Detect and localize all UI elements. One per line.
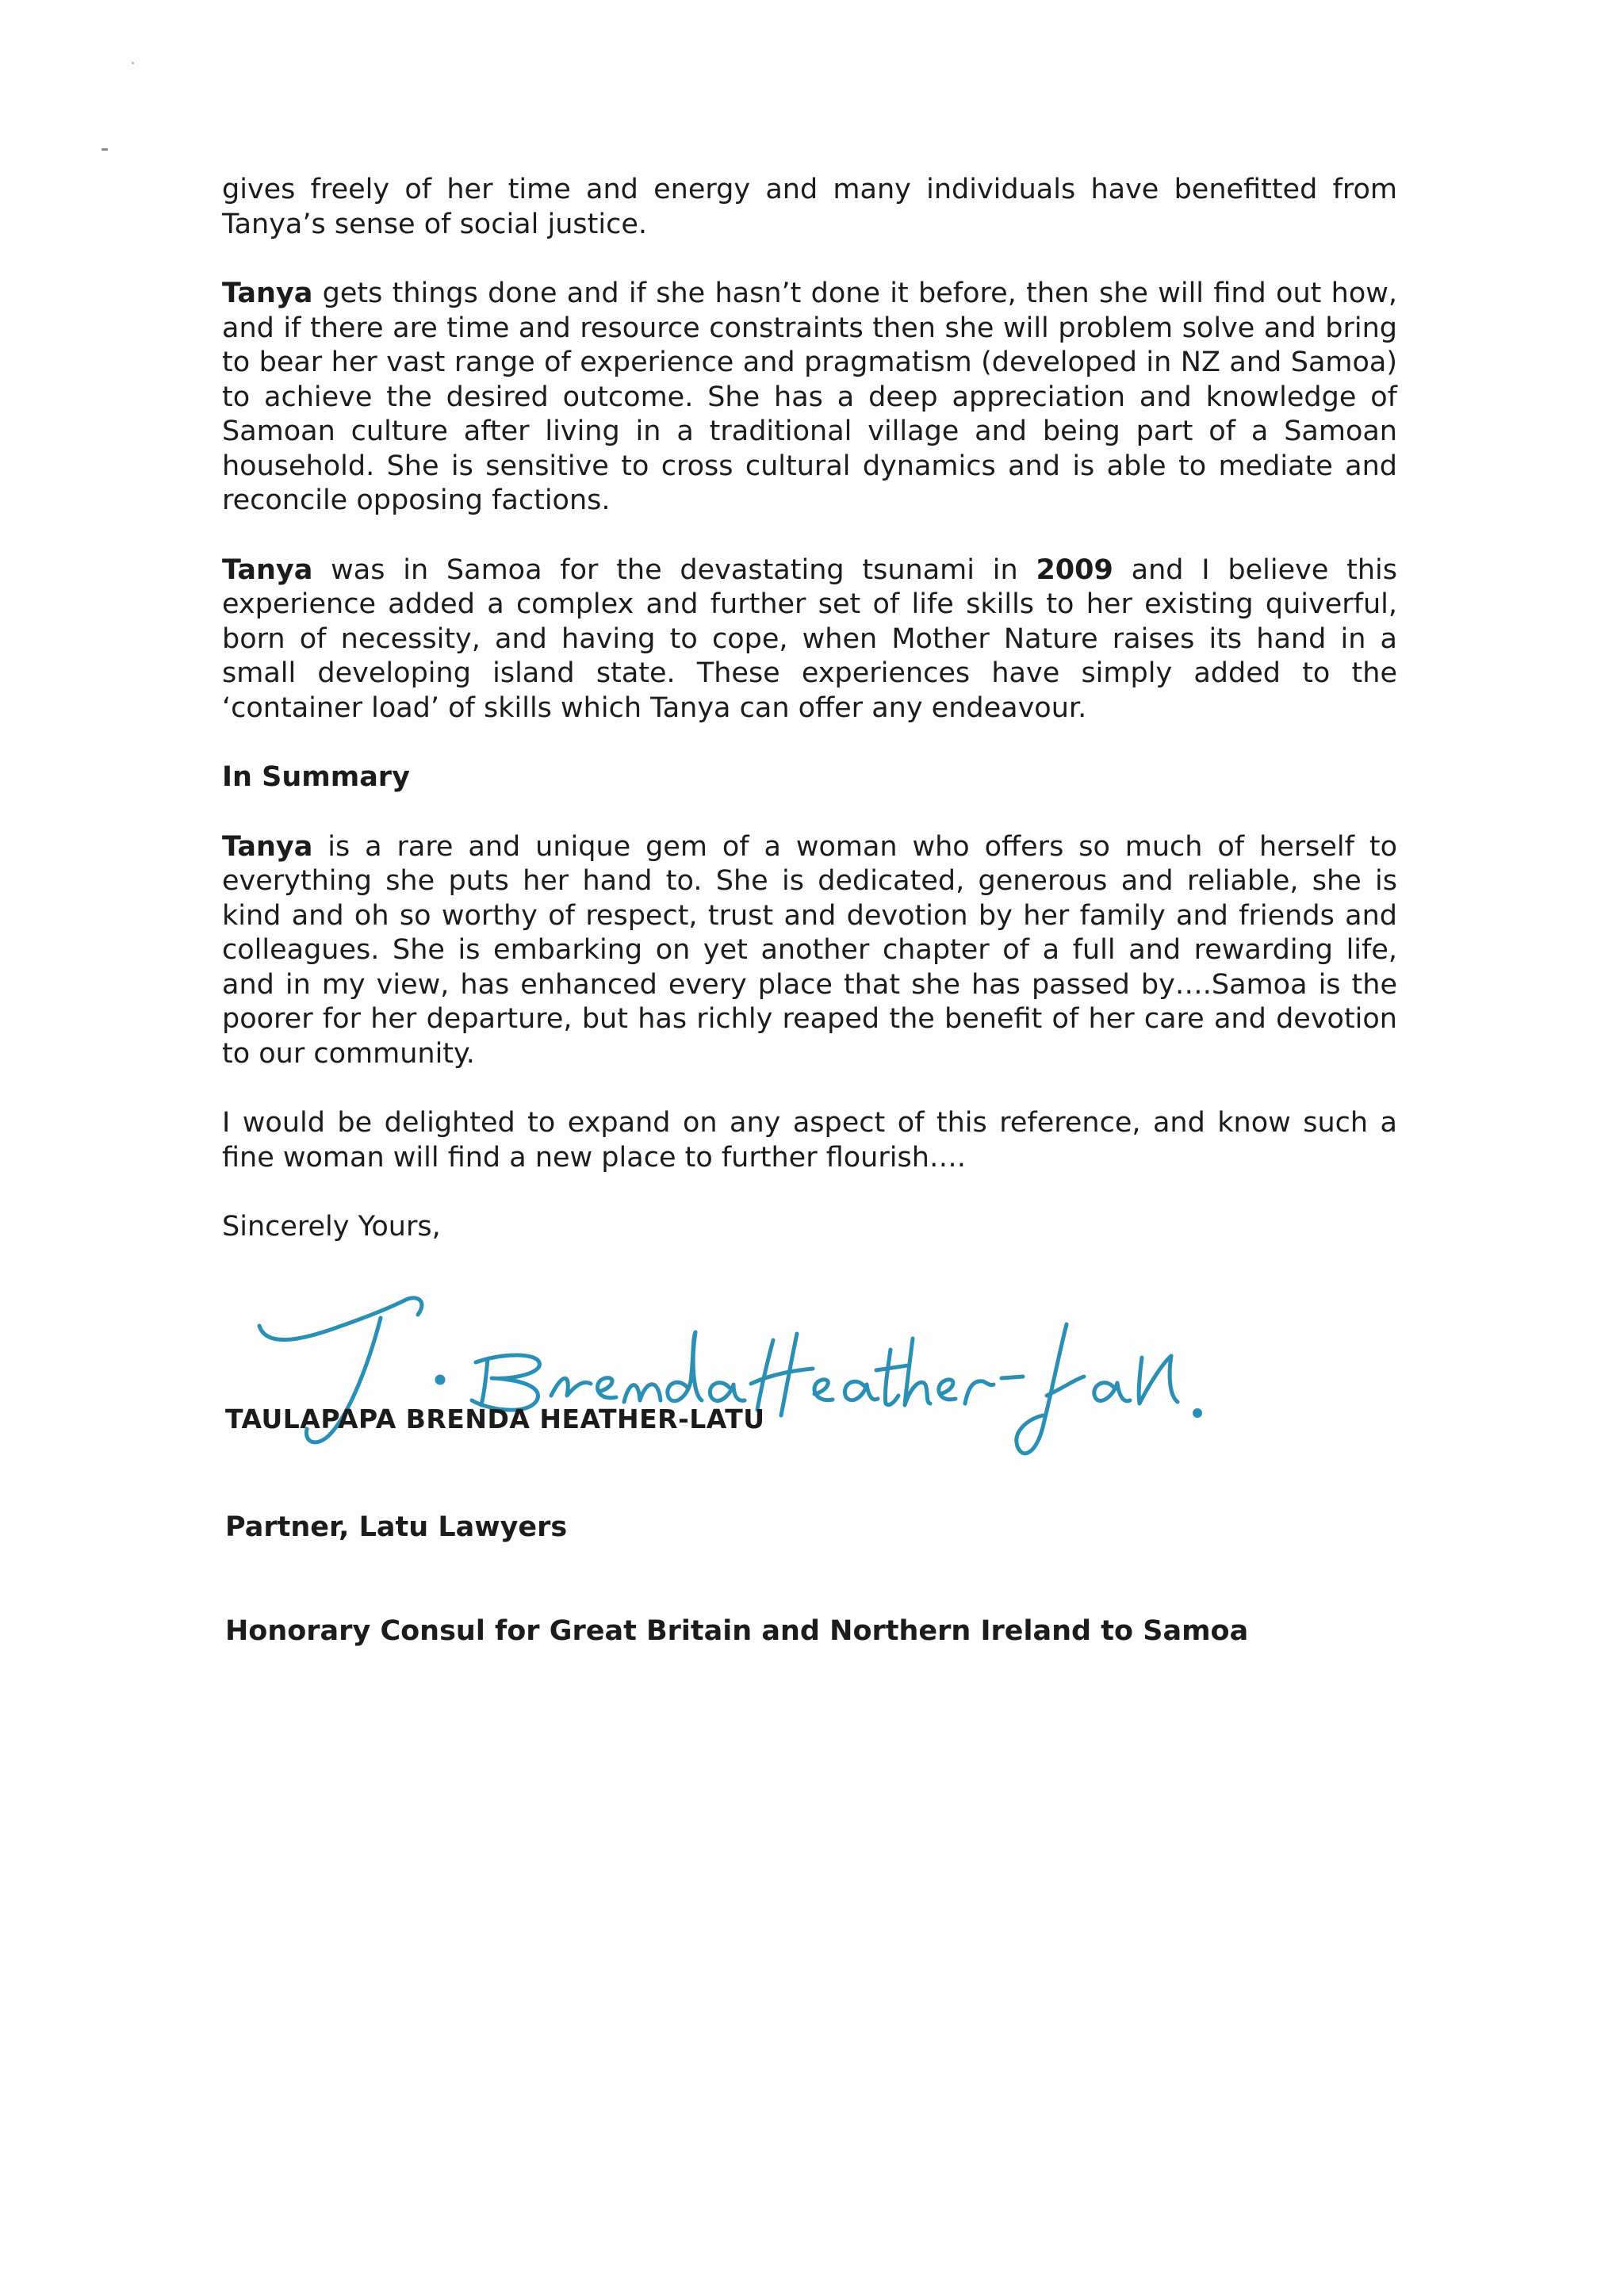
- signatory-name: TAULAPAPA BRENDA HEATHER-LATU: [225, 1404, 765, 1434]
- paragraph-5: I would be delighted to expand on any aspect of this reference, and know such a fine woman will find a new place to further flourish….: [222, 1107, 1397, 1174]
- scan-speck: [132, 62, 134, 64]
- paragraph-4-text: is a rare and unique gem of a woman who offers so much of herself to everything she puts her hand to. She is dedicated, generous and reliable, she is kind and oh so worthy of respect, trust and devotion by her family and friends and colleagues. She is embarking on yet another chapter of a full and rewarding life, and in my view, has enhanced every place that she has passed by….Samoa is the poorer for her departure, but has richly reaped the benefit of her care and devotion to our community.: [222, 830, 1397, 1070]
- closing-salutation: Sincerely Yours,: [222, 1211, 441, 1243]
- subject-name: Tanya: [222, 830, 313, 863]
- paragraph-3-text-b: and I believe this experience added a complex and further set of life skills to her existing quiverful, born of necessity, and having to cope, when Mother Nature raises its hand in a small developing island state. These experiences have simply added to the ‘container load’ of skills which Tanya can offer any endeavour.: [222, 553, 1397, 724]
- letter-body: [222, 173, 1397, 1245]
- paragraph-2: [222, 277, 1397, 519]
- subject-name: Tanya: [222, 553, 313, 586]
- paragraph-2-text: gets things done and if she hasn’t done it before, then she will find out how, and if there are time and resource constraints then she will problem solve and bring to bear her vast range of experience and pragmatism (developed in NZ and Samoa) to achieve the desired outcome. She has a deep appreciation and knowledge of Samoan culture after living in a traditional village and being part of a Samoan household. She is sensitive to cross cultural dynamics and is able to mediate and reconcile opposing factions.: [222, 278, 1397, 516]
- paragraph-3-text-a: was in Samoa for the devastating tsunami in: [312, 553, 1036, 586]
- paragraph-4: [222, 830, 1397, 1072]
- scan-mark: [102, 148, 108, 151]
- signatory-title: Partner, Latu Lawyers: [225, 1511, 568, 1543]
- signatory-role: Honorary Consul for Great Britain and Northern Ireland to Samoa: [225, 1615, 1249, 1647]
- handwritten-signature: [250, 1277, 1241, 1467]
- paragraph-1: gives freely of her time and energy and many individuals have benefitted from Tanya’s sense of social justice.: [222, 174, 1397, 240]
- subject-name: Tanya: [222, 278, 313, 309]
- summary-heading: In Summary: [222, 761, 410, 793]
- paragraph-3: [222, 553, 1397, 726]
- tsunami-year: 2009: [1036, 553, 1113, 586]
